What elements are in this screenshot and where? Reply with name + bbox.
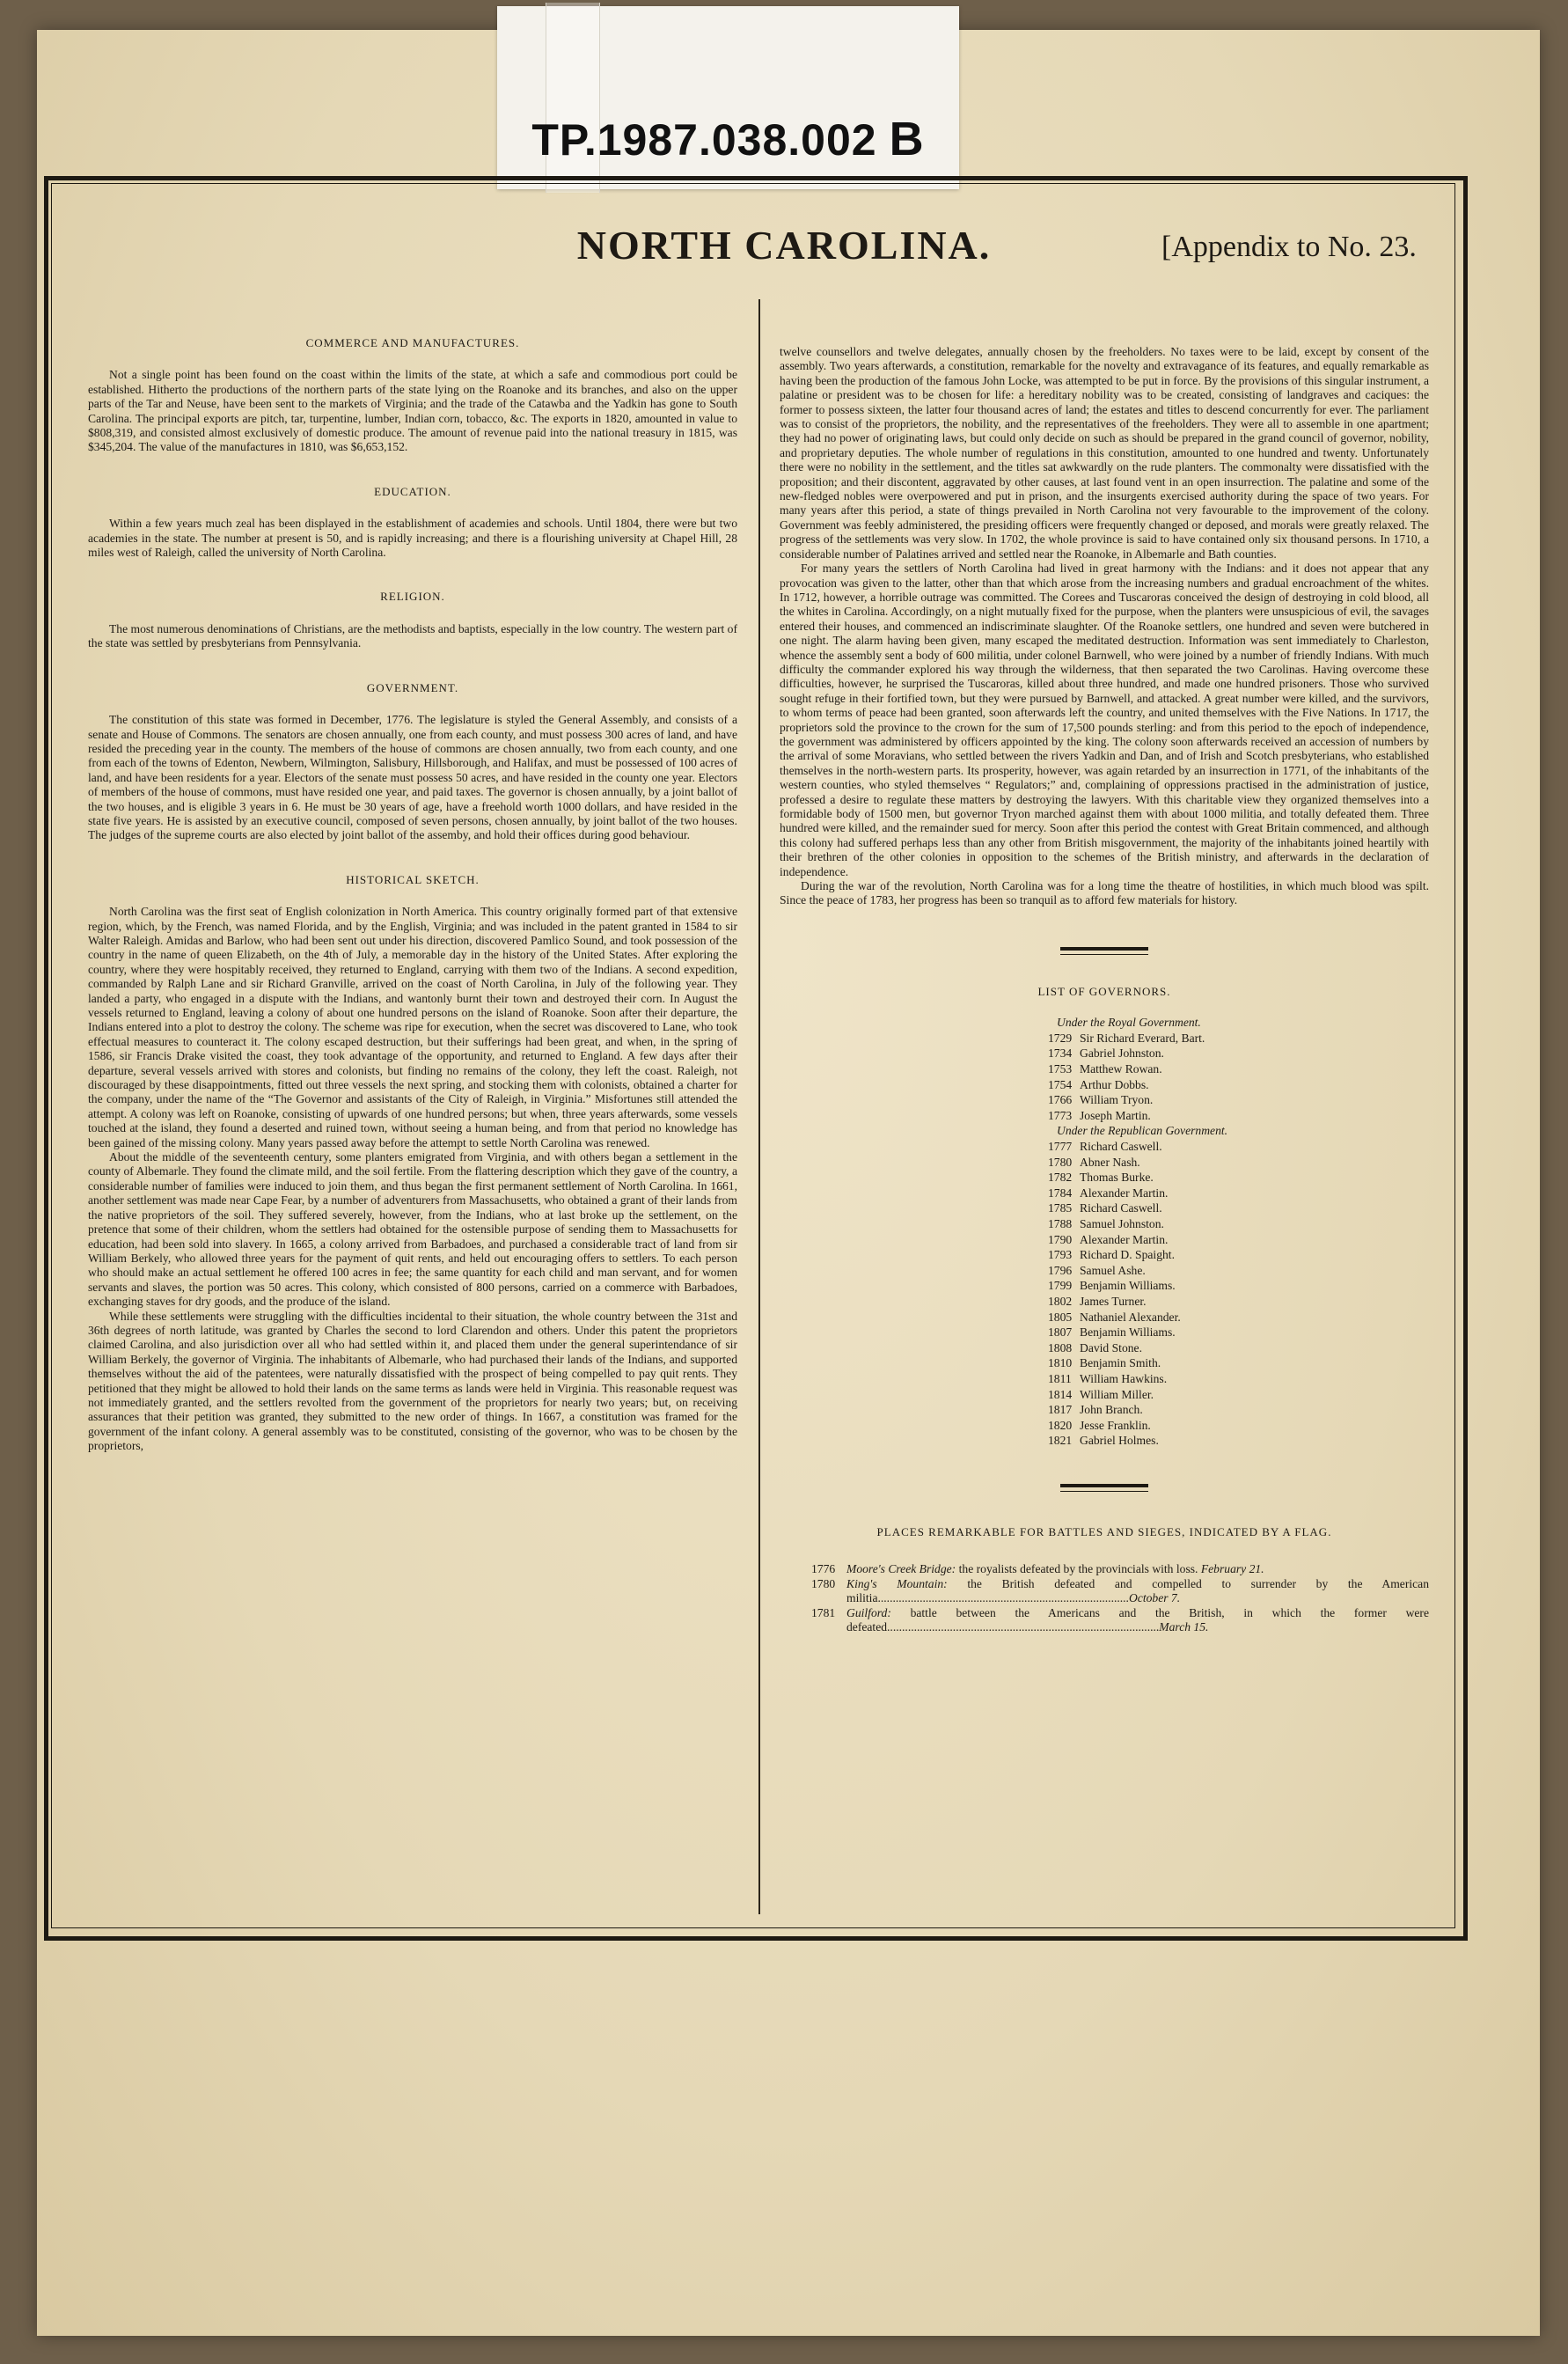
battle-description (846, 1577, 1429, 1606)
catalog-label-card (497, 6, 959, 189)
battle-description (846, 1606, 1429, 1635)
governor-entry (1048, 1325, 1429, 1340)
governor-year: 1790 (1048, 1232, 1073, 1246)
governor-year: 1785 (1048, 1201, 1073, 1215)
governor-entry (1048, 1263, 1429, 1279)
governor-name: Benjamin Williams. (1080, 1279, 1176, 1293)
government-heading: GOVERNMENT. (366, 680, 459, 694)
page-title: NORTH CAROLINA. (576, 223, 992, 268)
governor-entry (1048, 1387, 1429, 1403)
battle-place: King's Mountain: (846, 1576, 948, 1590)
battle-year: 1776 (811, 1562, 836, 1576)
governor-year: 1784 (1048, 1186, 1073, 1200)
governor-year: 1808 (1048, 1340, 1073, 1355)
history-paragraph-6: During the war of the revolution, North Carolina was for a long time the theatre of hostilities, in which much blood was spilt. Since the peace of 1783, her progress has been so tranquil as to afford few materials for history. (780, 879, 1429, 907)
governor-name: Gabriel Holmes. (1080, 1434, 1159, 1448)
battle-place: Moore's Creek Bridge: (846, 1562, 956, 1576)
governor-name: Benjamin Smith. (1080, 1356, 1161, 1370)
governor-name: John Branch. (1080, 1403, 1143, 1417)
governor-year: 1805 (1048, 1310, 1073, 1324)
governor-name: Benjamin Williams. (1080, 1325, 1176, 1340)
commerce-heading: COMMERCE AND MANUFACTURES. (305, 336, 520, 349)
governor-year: 1788 (1048, 1216, 1073, 1230)
battle-entry (811, 1562, 1429, 1576)
governor-year: 1799 (1048, 1279, 1073, 1293)
governor-entry (1048, 1108, 1429, 1124)
republican-government-heading: Under the Republican Government. (1057, 1124, 1228, 1138)
governor-name: Joseph Martin. (1080, 1108, 1151, 1122)
governor-entry (1048, 1139, 1429, 1155)
commerce-text: Not a single point has been found on the coast within the limits of the state, at which a safe and commodious port could be established. Hitherto the productions of the northern parts of the state lying on the Roanoke and its branches, and also on the upper parts of the Tar and Neuse, have been sent to the markets of Virginia; and the trade of the Catawba and the Yadkin has gone to South Carolina. The principal exports are pitch, tar, turpentine, lumber, Indian corn, tobacco, &c. The exports in 1820, amounted in value to $808,319, and consisted almost exclusively of domestic produce. The amount of revenue paid into the national treasury in 1815, was $345,204. The value of the manufactures in 1810, was $6,653,152. (88, 368, 737, 454)
governor-name: Richard D. Spaight. (1080, 1248, 1175, 1262)
battle-year: 1780 (811, 1576, 836, 1590)
governor-name: William Hawkins. (1080, 1371, 1168, 1385)
governor-name: Nathaniel Alexander. (1080, 1310, 1181, 1324)
ornamental-rule (1060, 1484, 1148, 1492)
governor-year: 1811 (1048, 1371, 1072, 1385)
governors-list (1048, 1015, 1429, 1449)
governor-year: 1821 (1048, 1434, 1073, 1448)
governor-name: Arthur Dobbs. (1080, 1077, 1149, 1091)
governor-entry (1048, 1200, 1429, 1216)
governor-year: 1814 (1048, 1387, 1073, 1401)
governor-year: 1734 (1048, 1046, 1073, 1061)
governor-name: Sir Richard Everard, Bart. (1080, 1031, 1205, 1045)
governor-year: 1796 (1048, 1263, 1073, 1277)
governor-entry (1048, 1155, 1429, 1171)
governor-year: 1817 (1048, 1403, 1073, 1417)
governor-entry (1048, 1340, 1429, 1356)
governor-entry (1048, 1061, 1429, 1077)
governor-year: 1766 (1048, 1093, 1073, 1107)
battle-description (846, 1562, 1429, 1576)
governor-entry (1048, 1046, 1429, 1061)
governor-entry (1048, 1170, 1429, 1186)
governor-entry (1048, 1186, 1429, 1201)
government-text: The constitution of this state was formed in December, 1776. The legislature is styled the General Assembly, and consists of a senate and House of Commons. The senators are chosen annually, one from each county, and must possess 300 acres of land, and have resided the preceding year in the county. The members of the house of commons are chosen annually, two from each county, and one from each of the towns of Edenton, Newbern, Wilmington, Salisbury, Hillsborough, and Halifax, and must be possessed of 100 acres of land, and have been residents for a year. Electors of the senate must possess 50 acres, and have resided in the county one year. Electors of members of the house of commons, must have resided one year, and paid taxes. The governor is chosen annually, by a joint ballot of the two houses, and is eligible 3 years in 6. He must be 30 years of age, have a freehold worth 1000 dollars, and have resided in the state five years. He is assisted by an executive council, composed of seven persons, chosen annually, by joint ballot of the two houses. The judges of the supreme courts are also elected by joint ballot of the assemby, and hold their offices during good behaviour. (88, 713, 737, 842)
right-column (780, 345, 1429, 1634)
religion-text: The most numerous denominations of Christians, are the methodists and baptists, especially in the low country. The western part of the state was settled by presbyterians from Pennsylvania. (88, 621, 737, 650)
battle-text: battle between the Americans and the British, in which the former were defeated........................................................................................... (846, 1605, 1429, 1634)
governor-name: William Tryon. (1080, 1093, 1154, 1107)
battle-date: October 7. (1128, 1591, 1181, 1605)
education-text: Within a few years much zeal has been displayed in the establishment of academies and schools. Until 1804, there were but two academies in the state. The number at present is 50, and is rapidly increasing; and there is a flourishing university at Chapel Hill, 28 miles west of Raleigh, called the university of North Carolina. (88, 517, 737, 560)
battle-year: 1781 (811, 1605, 836, 1619)
history-paragraph-2: About the middle of the seventeenth century, some planters emigrated from Virginia, and with others began a settlement in the county of Albemarle. They found the climate mild, and the soil fertile. From the flattering description which they gave of the country, a considerable number of families were induced to join them, and thus began the first permanent settlement of North Carolina. In 1661, another settlement was made near Cape Fear, by a number of adventurers from Massachusetts, who obtained a grant of their lands from the native proprietors of the soil. They suffered severely, however, from the Indians, who at last broke up the settlement, on the pretence that some of their children, whom the settlers had obtained for the ostensible purpose of sending them to Massachusetts for education, had been sold into slavery. In 1665, a colony arrived from Barbadoes, and purchased a considerable tract of land from sir William Berkely, who allowed three years for the payment of quit rents, and held out encouraging offers to settlers. To each person who should make an actual settlement he offered 100 acres in fee; the same quantity for each child and man servant, and for women servants and slaves, the portion was 50 acres. This colony, which consisted of 800 persons, carried on a commerce with Barbadoes, exchanging staves for dry goods, and the produce of the island. (88, 1150, 737, 1309)
governor-name: Alexander Martin. (1080, 1232, 1169, 1246)
history-paragraph-1: North Carolina was the first seat of English colonization in North America. This country originally formed part of that extensive region, which, by the French, was named Florida, and by the English, Virginia; and was included in the patent granted in 1584 to sir Walter Raleigh. Amidas and Barlow, who had been sent out under his direction, discovered Pamlico Sound, and took possession of the country in the name of queen Elizabeth, on the 4th of July, a memorable day in the history of the United States. After exploring the country, where they were hospitably received, they returned to England, carrying with them two of the Indians. A second expedition, commanded by Ralph Lane and sir Richard Granville, arrived on the coast of North Carolina, in July of the following year. They landed a party, who engaged in a dispute with the Indians, and wantonly burnt their town and destroyed their corn. In August the vessels returned to England, leaving a colony of about one hundred persons on the island of Roanoke. Soon after their departure, the Indians entered into a plot to destroy the colony. The scheme was ripe for execution, when the secret was discovered to Lane, who took effectual measures to counteract it. The colony escaped destruction, but their sufferings had been great, and when, in the spring of 1586, sir Francis Drake visited the coast, they took advantage of the opportunity, and returned to England. A few days after their departure, several vessels arrived with stores and colonists, but finding no remains of the colony, they left the coast. Raleigh, not discouraged by these disappointments, fitted out three vessels the next spring, and stocking them with colonists, obtained a charter for the company, under the name of the “The Governor and assistants of the City of Raleigh, in Virginia.” Misfortunes still attended the attempt. A colony was left on Roanoke, consisting of upwards of one hundred persons; but when, three years afterwards, some vessels touched at the island, they found a deserted and ruined town, without seeing a human being, and from that period no knowledge has been gained of the missing colony. Many years passed away before the attempt to settle North Carolina was renewed. (88, 905, 737, 1149)
education-heading: EDUCATION. (374, 484, 451, 498)
governor-name: Samuel Johnston. (1080, 1216, 1164, 1230)
ornamental-rule (1060, 947, 1148, 955)
places-heading: PLACES REMARKABLE FOR BATTLES AND SIEGES, INDICATED BY A FLAG. (876, 1524, 1332, 1538)
left-column (88, 336, 737, 1454)
governor-name: William Miller. (1080, 1387, 1154, 1401)
history-paragraph-4: twelve counsellors and twelve delegates, annually chosen by the freeholders. No taxes were to be laid, except by consent of the assembly. Two years afterwards, a constitution, remarkable for the novelty and extravagance of its features, and equally remarkable as having been the production of the famous John Locke, was attempted to be put in force. By the provisions of this singular instrument, a palatine or president was to be chosen for life: a hereditary nobility was to be created, consisting of landgraves and caciques: the former to possess sixteen, the latter four thousand acres of land; the estates and titles to descend concurrently for ever. The parliament was to consist of the proprietors, the nobility, and the representatives of the freeholders. They were all to assemble in one apartment; they had no power of originating laws, but could only decide on such as should be prepared in the grand council of governor, nobility, and proprietary deputies. The whole number of regulations in this constitution, amounted to one hundred and twenty. Unfortunately there were no nobility in the settlement, and the titles sat awkwardly on the rude planters. The commonalty were dissatisfied with the proposition; and their discontent, aggravated by other causes, at last found vent in an open insurrection. The palatine and some of the new-fledged nobles were overpowered and put in prison, and the insurgents exercised authority during the space of two years. For many years after this period, a state of things prevailed in North Carolina not very favourable to the improvement of the colony. Government was feebly administered, the presiding officers were frequently changed or deposed, and morals were greatly relaxed. The progress of the settlements was very slow. In 1702, the whole province is said to have contained only six thousand persons. In 1710, a considerable number of Palatines arrived and settled near the Roanoke, in Albemarle and Bath counties. (780, 345, 1429, 561)
governor-year: 1780 (1048, 1155, 1073, 1169)
battle-text: the British defeated and compelled to surrender by the American militia.................................................................................... (846, 1576, 1429, 1605)
republican-governors (1048, 1139, 1429, 1449)
governor-name: Matthew Rowan. (1080, 1062, 1162, 1076)
governor-year: 1773 (1048, 1108, 1073, 1122)
battle-text: the royalists defeated by the provincials with loss. (956, 1562, 1201, 1576)
governor-entry (1048, 1355, 1429, 1371)
governor-year: 1802 (1048, 1294, 1073, 1308)
governor-entry (1048, 1031, 1429, 1046)
governor-year: 1729 (1048, 1031, 1073, 1045)
governor-year: 1810 (1048, 1356, 1073, 1370)
governor-year: 1777 (1048, 1140, 1073, 1153)
governor-name: Abner Nash. (1080, 1155, 1140, 1169)
catalog-suffix: B (889, 113, 925, 165)
governor-name: James Turner. (1080, 1294, 1147, 1308)
battle-date: February 21. (1200, 1562, 1264, 1576)
royal-government-heading: Under the Royal Government. (1057, 1016, 1201, 1030)
battle-place: Guilford: (846, 1605, 891, 1619)
battle-date: March 15. (1159, 1619, 1209, 1634)
places-list (780, 1562, 1429, 1634)
governor-entry (1048, 1092, 1429, 1108)
religion-heading: RELIGION. (380, 590, 445, 604)
governor-name: David Stone. (1080, 1340, 1142, 1355)
governor-entry (1048, 1278, 1429, 1294)
governor-year: 1793 (1048, 1248, 1073, 1262)
governor-name: Jesse Franklin. (1080, 1418, 1151, 1432)
history-heading: HISTORICAL SKETCH. (346, 872, 480, 886)
governor-entry (1048, 1371, 1429, 1387)
governor-year: 1807 (1048, 1325, 1073, 1340)
governor-entry (1048, 1402, 1429, 1418)
governors-section (780, 947, 1429, 1492)
governor-name: Samuel Ashe. (1080, 1263, 1146, 1277)
catalog-number: TP.1987.038.002 B (531, 113, 925, 165)
governor-name: Thomas Burke. (1080, 1171, 1154, 1185)
governor-year: 1754 (1048, 1077, 1073, 1091)
governor-year: 1782 (1048, 1171, 1073, 1185)
royal-governors (1048, 1031, 1429, 1124)
governors-heading: LIST OF GOVERNORS. (1037, 984, 1171, 998)
governor-entry (1048, 1077, 1429, 1093)
battle-entry (811, 1606, 1429, 1635)
governor-name: Richard Caswell. (1080, 1140, 1162, 1153)
governor-entry (1048, 1247, 1429, 1263)
appendix-note: [Appendix to No. 23. (1161, 231, 1417, 263)
governor-name: Gabriel Johnston. (1080, 1046, 1164, 1061)
governor-name: Alexander Martin. (1080, 1186, 1169, 1200)
governor-entry (1048, 1418, 1429, 1434)
governor-entry (1048, 1216, 1429, 1232)
history-paragraph-5: For many years the settlers of North Carolina had lived in great harmony with the Indians: and it does not appear that any provocation was given to the latter, other than that which arose from the increasing numbers and gradual encroachment of the whites. In 1712, however, a horrible outrage was committed. The Corees and Tuscaroras conceived the design of destroying in cold blood, all the whites in Carolina. Accordingly, on a night mutually fixed for the purpose, when the planters were unsuspicious of evil, the savages entered their houses, and commenced an indiscriminate slaughter. Of the Roanoke settlers, one hundred and seven were butchered in one night. The alarm having been given, many escaped the meditated destruction. Information was sent immediately to Charleston, whence the assembly sent a body of 600 militia, under colonel Barnwell, who were joined by a number of friendly Indians. With much difficulty the commander explored his way through the wilderness, that then separated the two Carolinas. Having overcome these difficulties, however, he surprised the Tuscaroras, killed about three hundred, and made one hundred prisoners. Those who survived sought refuge in their fortified town, but they were pursued by Barnwell, and attacked. A great number were killed, and the survivors, to whom terms of peace had been granted, soon afterwards left the country, and united themselves with the Five Nations. In 1717, the proprietors sold the province to the crown for the sum of 17,500 pounds sterling: and from this period to the epoch of independence, the government was administered by officers appointed by the king. The colony soon afterwards received an accession of numbers by the arrival of some Moravians, who settled between the rivers Yadkin and Dan, and of Irish and Scotch presbyterians, who established themselves in the north-western parts. Its prosperity, however, was again retarded by an insurrection in 1771, of the inhabitants of the western counties, who styled themselves “ Regulators;” and, complaining of oppressions practised in the administration of justice, professed a desire to regulate these matters by destroying the lawyers. With this charitable view they organized themselves into a formidable body of 1500 men, but governor Tryon marched against them with about 1000 militia, and totally defeated them. Three hundred were killed, and the remainder sued for mercy. Soon after this period the contest with Great Britain commenced, and although this colony had suffered perhaps less than any other from British misgovernment, the majority of the inhabitants joined heartily with their brethren of the other colonies in opposition to the schemes of the British ministry, and afterwards in the declaration of independence. (780, 562, 1429, 878)
governor-entry (1048, 1310, 1429, 1325)
governor-name: Richard Caswell. (1080, 1201, 1162, 1215)
governor-year: 1820 (1048, 1418, 1073, 1432)
column-divider (758, 299, 760, 1914)
governor-entry (1048, 1433, 1429, 1449)
history-paragraph-3: While these settlements were struggling with the difficulties incidental to their situation, the whole country between the 31st and 36th degrees of north latitude, was granted by Charles the second to lord Clarendon and others. Under this patent the proprietors claimed Carolina, and also jurisdiction over all who had settled within it, and placed them under the general superintendance of sir William Berkely, the governor of Virginia. The inhabitants of Albemarle, who had purchased their lands of the Indians, and supported themselves without the aid of the patentees, were naturally dissatisfied with the prospect of being compelled to pay quit rents. They petitioned that they might be allowed to hold their lands on the same terms as lands were held in Virginia. This reasonable request was not immediately granted, and the settlers revolted from the government of the proprietors for nearly two years; but, on receiving assurances that their petition was granted, they submitted to the new order of things. In 1667, a constitution was framed for the government of the infant colony. A general assembly was to be constituted, consisting of the governor, who was to be chosen by the proprietors, (88, 1309, 737, 1453)
governor-entry (1048, 1232, 1429, 1248)
governor-entry (1048, 1294, 1429, 1310)
battle-entry (811, 1577, 1429, 1606)
governor-year: 1753 (1048, 1062, 1073, 1076)
